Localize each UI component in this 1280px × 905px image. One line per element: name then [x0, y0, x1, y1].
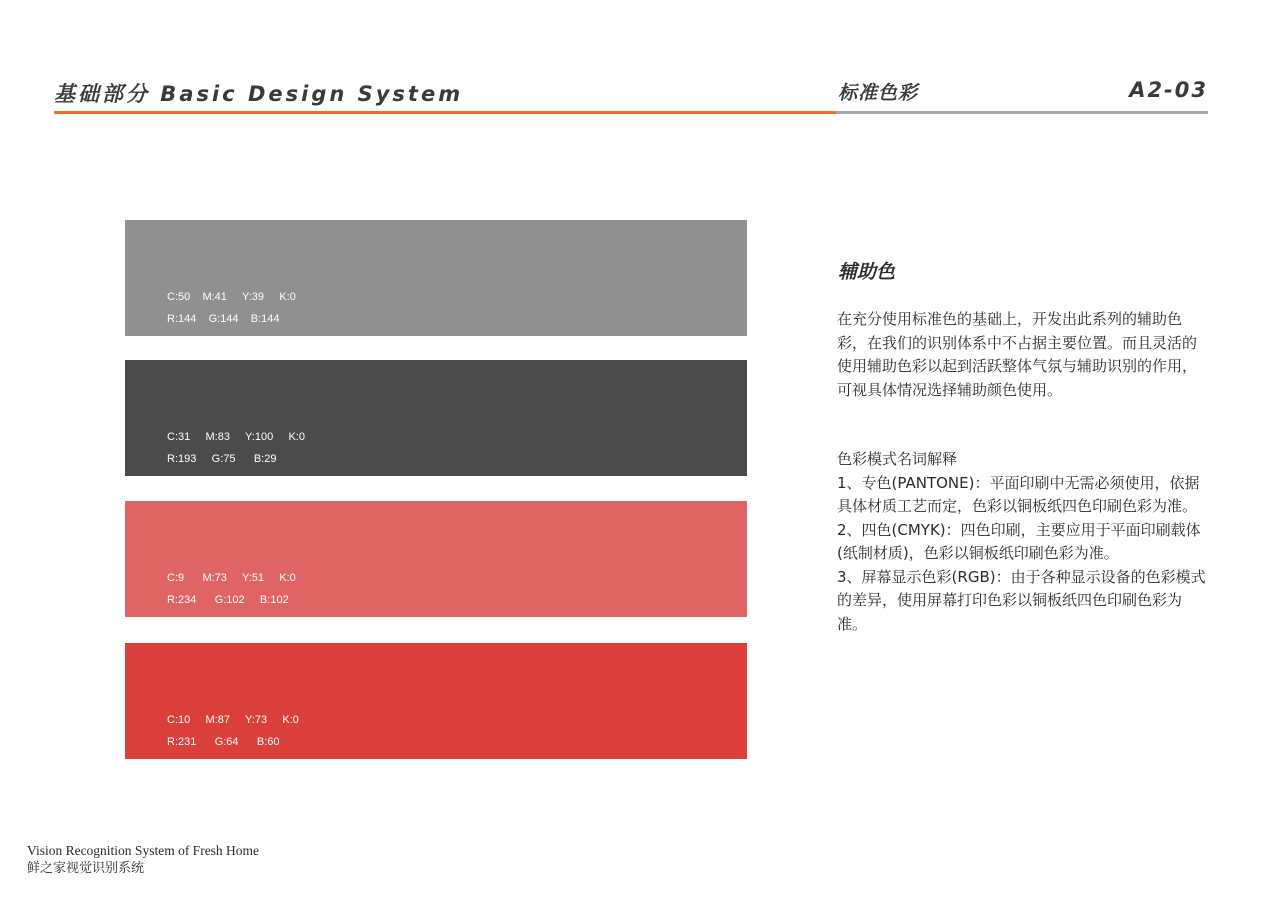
glossary-item: 1、专色(PANTONE)：平面印刷中无需必须使用，依据具体材质工艺而定，色彩以铜板纸四色印刷色彩为准。 [837, 473, 1200, 515]
swatch-rgb-label: R:231 G:64 B:60 [167, 736, 280, 748]
footer-chinese: 鲜之家视觉识别系统 [27, 861, 145, 876]
swatch-rgb-label: R:193 G:75 B:29 [167, 453, 277, 465]
swatch-gray [125, 220, 747, 336]
aux-heading: 辅助色 [838, 261, 896, 283]
glossary-title: 色彩模式名词解释 [837, 450, 958, 468]
glossary-block [837, 448, 1211, 636]
aux-intro-paragraph: 在充分使用标准色的基础上，开发出此系列的辅助色彩，在我们的识别体系中不占据主要位置。而且灵活的使用辅助色彩以起到活跃整体气氛与辅助识别的作用，可视具体情况选择辅助颜色使用。 [837, 310, 1198, 399]
glossary-item: 2、四色(CMYK)：四色印刷，主要应用于平面印刷载体(纸制材质)，色彩以铜板纸印刷色彩为准。 [837, 520, 1201, 562]
swatch-light-red [125, 501, 747, 617]
header-rule-gray [836, 111, 1208, 114]
header-section-title: 标准色彩 [838, 82, 919, 104]
page-code: A2-03 [1129, 78, 1208, 102]
footer [27, 842, 259, 878]
swatch-cmyk-label: C:10 M:87 Y:73 K:0 [167, 714, 299, 726]
swatch-dark-gray [125, 360, 747, 476]
swatch-cmyk-label: C:50 M:41 Y:39 K:0 [167, 291, 296, 303]
swatch-rgb-label: R:234 G:102 B:102 [167, 594, 289, 606]
swatch-cmyk-label: C:31 M:83 Y:100 K:0 [167, 431, 305, 443]
glossary-item: 3、屏幕显示色彩(RGB)：由于各种显示设备的色彩模式的差异，使用屏幕打印色彩以铜板纸四色印刷色彩为准。 [837, 567, 1206, 633]
header-rule-accent [54, 111, 836, 114]
swatch-rgb-label: R:144 G:144 B:144 [167, 313, 280, 325]
swatch-red [125, 643, 747, 759]
swatch-cmyk-label: C:9 M:73 Y:51 K:0 [167, 572, 296, 584]
header-left-title: 基础部分 Basic Design System [54, 82, 464, 106]
footer-english: Vision Recognition System of Fresh Home [27, 843, 260, 858]
